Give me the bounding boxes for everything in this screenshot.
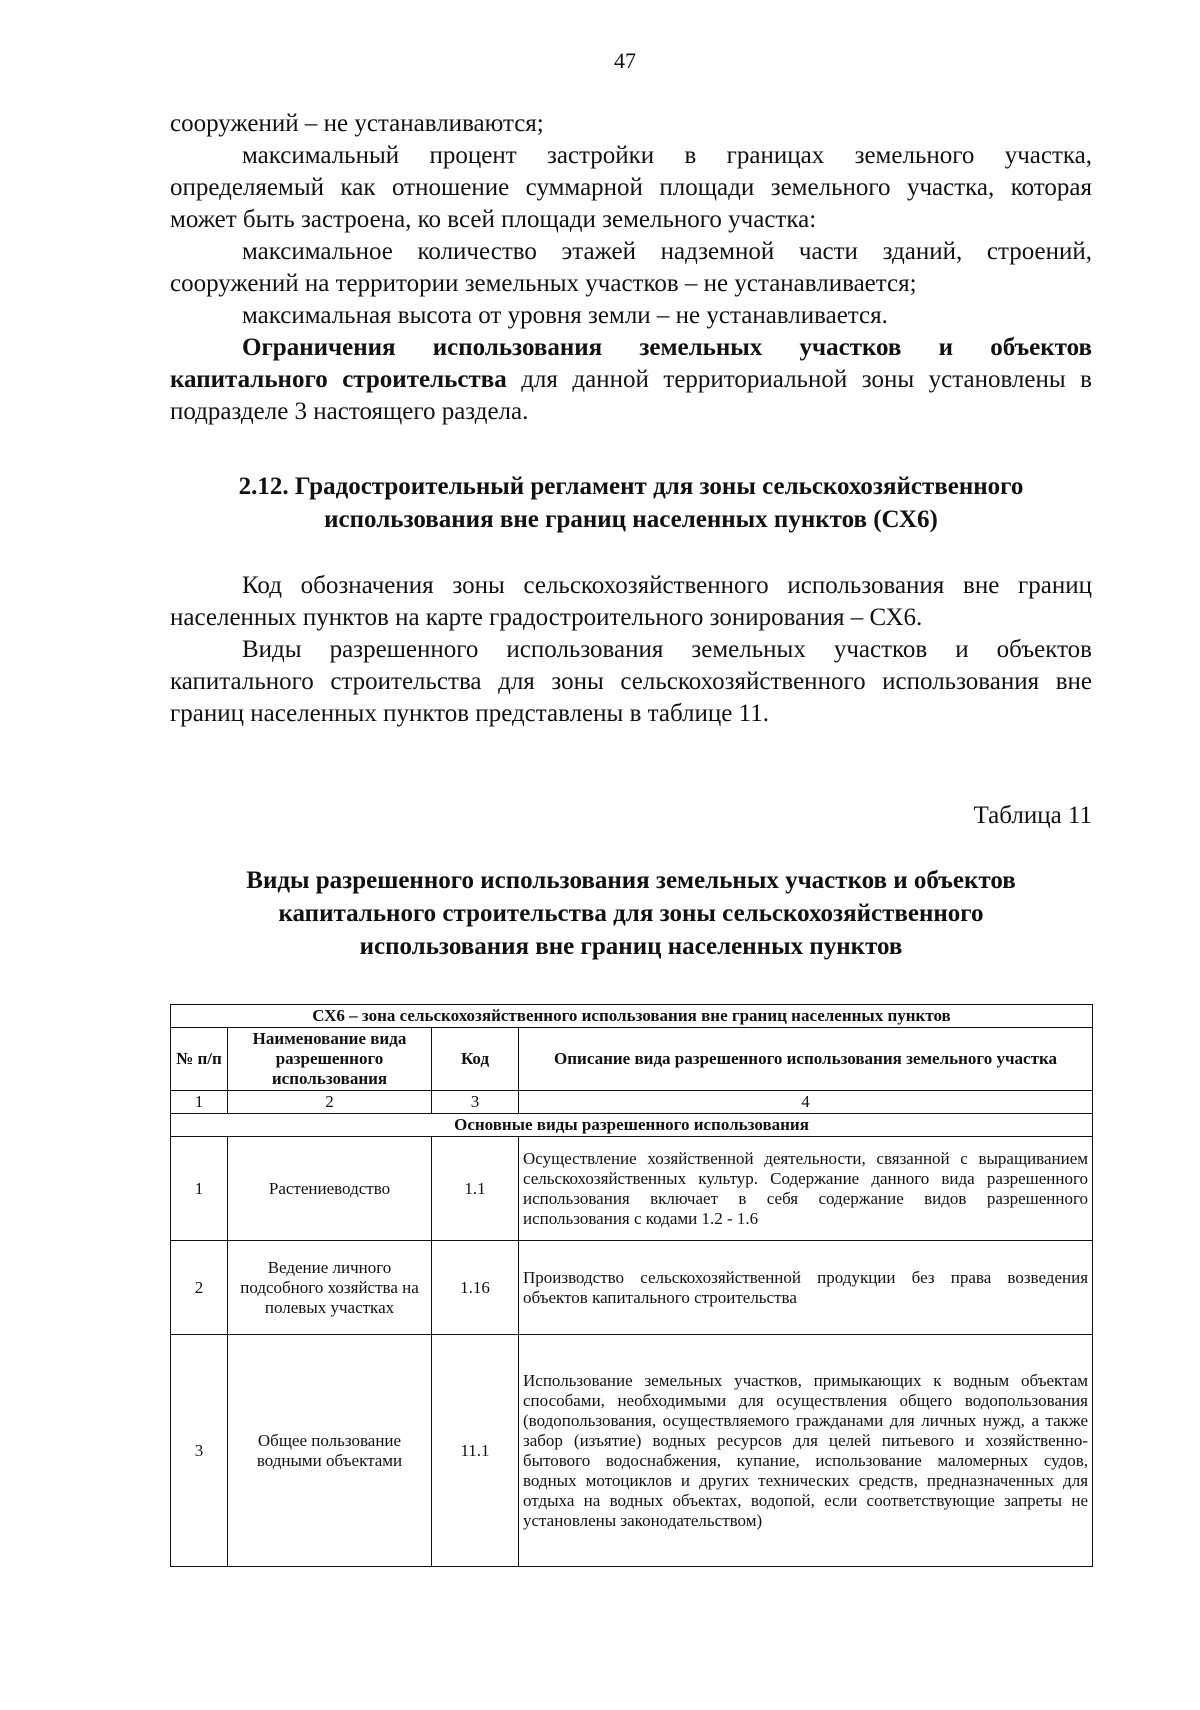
row-num: 2 [171,1241,228,1335]
col-number-2: 2 [228,1091,432,1114]
row-name: Ведение личного подсобного хозяйства на полевых участках [228,1241,432,1335]
row-code: 1.1 [432,1137,519,1241]
row-code: 11.1 [432,1335,519,1567]
table-title-line-3: использования вне границ населенных пунктов [359,933,903,960]
table-title [170,864,1092,963]
col-number-3: 3 [432,1091,519,1114]
intro-paragraph-2: максимальный процент застройки в границах земельного участка, определяемый как отношение суммарной площади земельного участка, которая может быть застроена, ко всей площади земельного участка: [170,142,1092,233]
zone-header-row [171,1005,1093,1028]
row-desc: Осуществление хозяйственной деятельности, связанной с выращиванием сельскохозяйственных культур. Содержание данного вида разрешенного использования включает в себя содержание видов разрешенного использования с кодами 1.2 - 1.6 [519,1137,1093,1241]
group-header-row [171,1114,1093,1137]
permitted-use-table [170,1004,1093,1567]
column-number-row [171,1091,1093,1114]
intro-paragraph-3: максимальное количество этажей надземной части зданий, строений, сооружений на территории земельных участков – не устанавливается; [170,238,1092,297]
col-number-4: 4 [519,1091,1093,1114]
intro-paragraph-5 [170,332,1092,428]
section-title-line-2: использования вне границ населенных пунктов (СХ6) [324,506,938,533]
page-number: 47 [614,48,636,73]
table-title-line-2: капитального строительства для зоны сельскохозяйственного [278,900,984,927]
table-caption: Таблица 11 [973,802,1092,829]
row-name: Общее пользование водными объектами [228,1335,432,1567]
table-row [171,1137,1093,1241]
section-text [170,570,1092,730]
section-title [170,470,1092,536]
row-num: 1 [171,1137,228,1241]
table-row [171,1241,1093,1335]
intro-text [170,108,1092,428]
column-header-row [171,1028,1093,1091]
row-desc: Использование земельных участков, примыкающих к водным объектам способами, необходимыми для осуществления общего водопользования (водопользования, осуществляемого гражданами для личных нужд, а также забор (изъятие) водных ресурсов для целей питьевого и хозяйственно-бытового водоснабжения, купание, использование маломерных судов, водных мотоциклов и других технических средств, предназначенных для отдыха на водных объектах, водопой, если соответствующие запреты не установлены законодательством) [519,1335,1093,1567]
col-header-name: Наименование вида разрешенного использования [228,1028,432,1091]
intro-paragraph-1: сооружений – не устанавливаются; [170,110,544,137]
group-header: Основные виды разрешенного использования [171,1114,1093,1137]
table-title-line-1: Виды разрешенного использования земельных участков и объектов [246,867,1016,894]
row-code: 1.16 [432,1241,519,1335]
restrictions-rest: для данной территориальной зоны установлены в подразделе 3 настоящего раздела. [170,366,1092,425]
section-paragraph-2: Виды разрешенного использования земельных участков и объектов капитального строительства для зоны сельскохозяйственного использования вне границ населенных пунктов представлены в таблице 11. [170,636,1092,727]
zone-header: СХ6 – зона сельскохозяйственного использования вне границ населенных пунктов [171,1005,1093,1028]
row-desc: Производство сельскохозяйственной продукции без права возведения объектов капитального строительства [519,1241,1093,1335]
section-paragraph-1: Код обозначения зоны сельскохозяйственного использования вне границ населенных пунктов на карте градостроительного зонирования – СХ6. [170,572,1092,631]
section-title-line-1: 2.12. Градостроительный регламент для зоны сельскохозяйственного [238,473,1024,500]
col-header-code: Код [432,1028,519,1091]
col-header-desc: Описание вида разрешенного использования земельного участка [519,1028,1093,1091]
col-header-num: № п/п [171,1028,228,1091]
col-number-1: 1 [171,1091,228,1114]
row-name: Растениеводство [228,1137,432,1241]
restrictions-bold: Ограничения использования земельных участков и объектов капитального строительства [170,334,1092,393]
row-num: 3 [171,1335,228,1567]
table-row [171,1335,1093,1567]
intro-paragraph-4: максимальная высота от уровня земли – не устанавливается. [242,302,888,329]
